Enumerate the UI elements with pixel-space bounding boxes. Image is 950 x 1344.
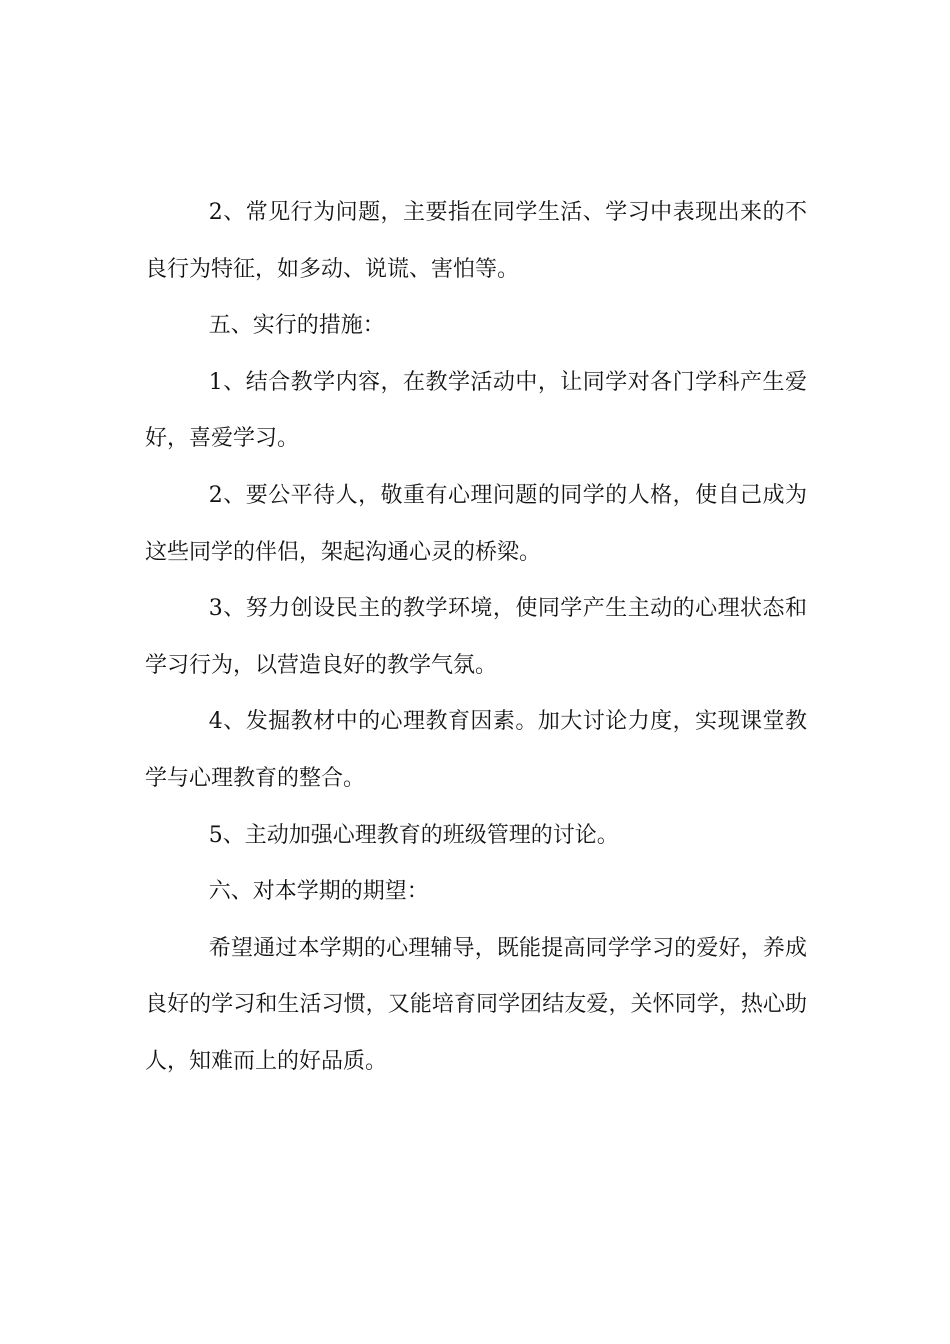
heading-expectations: 六、对本学期的期望： [208, 879, 429, 905]
paragraph-measure-3: 3、努力创设民主的教学环境，使同学产生主动的心理状态和学习行为，以营造良好的教学气氛。 [145, 596, 807, 678]
paragraph-measure-2: 2、要公平待人，敬重有心理问题的同学的人格，使自己成为这些同学的伴侣，架起沟通心灵的桥梁。 [145, 482, 807, 565]
document-body [145, 185, 807, 1091]
paragraph-measure-5: 5、主动加强心理教育的班级管理的讨论。 [208, 822, 619, 848]
paragraph-behavior-problems: 2、常见行为问题，主要指在同学生活、学习中表现出来的不良行为特征，如多动、说谎、害怕等。 [145, 200, 807, 282]
paragraph-expectations: 希望通过本学期的心理辅导，既能提高同学学习的爱好，养成良好的学习和生活习惯，又能培育同学团结友爱，关怀同学，热心助人，知难而上的好品质。 [145, 935, 807, 1074]
paragraph-measure-4: 4、发掘教材中的心理教育因素。加大讨论力度，实现课堂教学与心理教育的整合。 [145, 709, 807, 791]
paragraph-measure-1: 1、结合教学内容，在教学活动中，让同学对各门学科产生爱好，喜爱学习。 [145, 369, 807, 452]
heading-measures: 五、实行的措施： [208, 313, 385, 339]
